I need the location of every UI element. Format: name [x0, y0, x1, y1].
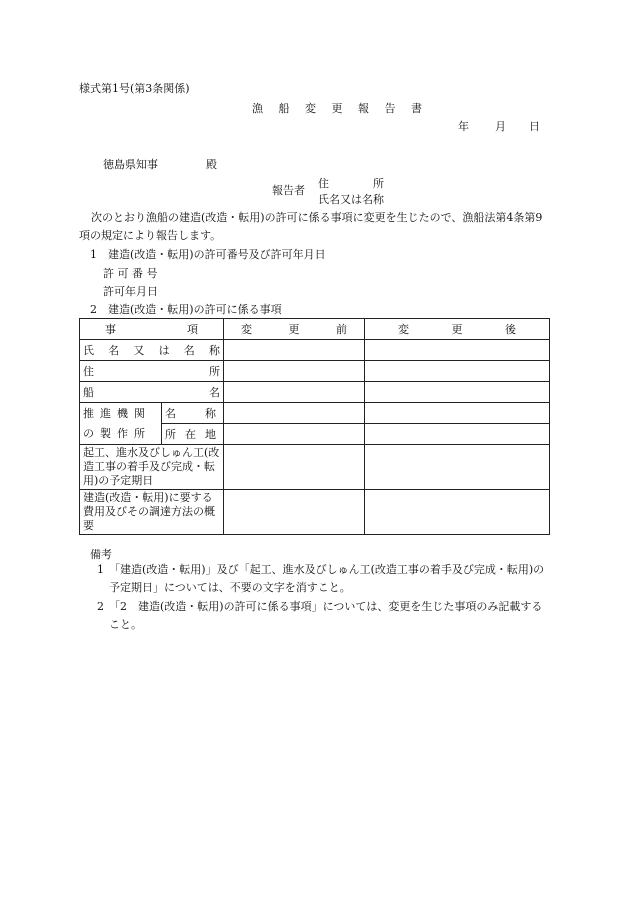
row-label-ship-name-text: 船 名 [83, 386, 220, 399]
honorific: 殿 [206, 158, 217, 171]
note-2-text: 「2 建造(改造・転用)の許可に係る事項」については、変更を生じた事項のみ記載すること。 [109, 600, 543, 631]
reporter-address-label: 住 所 [318, 177, 384, 190]
cell-before[interactable] [224, 445, 365, 490]
section1-heading: 1 建造(改造・転用)の許可番号及び許可年月日 [90, 248, 326, 261]
date-month-label: 月 [495, 120, 506, 133]
row-label-maker-name [162, 403, 224, 424]
note-1 [79, 561, 549, 597]
cell-before[interactable] [224, 340, 365, 361]
row-label-maker-location-text: 所 在 地 [165, 428, 216, 441]
note-1-text: 「建造(改造・転用)」及び「起工、進水及びしゅん工(改造工事の着手及び完成・転用)の予定期日」については、不要の文字を消すこと。 [109, 563, 545, 594]
document-title: 漁 船 変 更 報 告 書 [252, 102, 428, 115]
cell-before[interactable] [224, 361, 365, 382]
row-label-ship-name [80, 382, 224, 403]
date-day-label: 日 [529, 120, 540, 133]
row-label-maker-name-text: 名 称 [165, 407, 216, 420]
reporter-name-label: 氏名又は名称 [318, 193, 384, 206]
header-after [365, 319, 550, 340]
cell-after[interactable] [365, 382, 550, 403]
table-row [80, 382, 550, 403]
reporter-label: 報告者 [272, 184, 305, 197]
row-label-schedule [80, 445, 224, 490]
table-header-row [80, 319, 550, 340]
row-label-maker-location [162, 424, 224, 445]
permit-number-label: 許 可 番 号 [103, 267, 158, 280]
addressee: 徳島県知事 [103, 158, 158, 171]
header-after-text: 変 更 後 [398, 323, 516, 336]
header-item-text: 事 項 [105, 323, 198, 336]
cell-before[interactable] [224, 382, 365, 403]
cell-after[interactable] [365, 403, 550, 424]
row-label-cost [80, 490, 224, 535]
row-label-address-text: 住 所 [83, 365, 220, 378]
change-table [79, 318, 550, 535]
row-label-name [80, 340, 224, 361]
row-label-engine-maker [80, 403, 162, 445]
cell-before[interactable] [224, 490, 365, 535]
row-label-cost-text: 建造(改造・転用)に要する費用及びその調達方法の概要 [83, 491, 215, 532]
table-row [80, 490, 550, 535]
row-label-address [80, 361, 224, 382]
cell-before[interactable] [224, 424, 365, 445]
cell-after[interactable] [365, 424, 550, 445]
form-number: 様式第1号(第3条関係) [79, 82, 190, 95]
cell-after[interactable] [365, 340, 550, 361]
table-row [80, 445, 550, 490]
table-row [80, 361, 550, 382]
cell-after[interactable] [365, 361, 550, 382]
row-label-name-text: 氏 名 又 は 名 称 [83, 344, 220, 357]
notes-heading: 備考 [90, 548, 112, 561]
permit-date-label: 許可年月日 [103, 285, 158, 298]
header-item [80, 319, 224, 340]
header-before [224, 319, 365, 340]
cell-after[interactable] [365, 490, 550, 535]
table-row [80, 340, 550, 361]
header-before-text: 変 更 前 [241, 323, 347, 336]
row-label-engine-maker-text: 推進機関の製作所 [83, 406, 151, 440]
cell-before[interactable] [224, 403, 365, 424]
date-year-label: 年 [458, 120, 469, 133]
body-text: 次のとおり漁船の建造(改造・転用)の許可に係る事項に変更を生じたので、漁船法第4条第9項の規定により報告します。 [79, 211, 543, 242]
note-1-number: 1 [97, 563, 104, 576]
note-2-number: 2 [97, 600, 104, 613]
table-row [80, 403, 550, 424]
row-label-schedule-text: 起工、進水及びしゅん工(改造工事の着手及び完成・転用)の予定期日 [83, 446, 220, 487]
cell-after[interactable] [365, 445, 550, 490]
section2-heading: 2 建造(改造・転用)の許可に係る事項 [90, 303, 282, 316]
note-2 [79, 598, 549, 634]
